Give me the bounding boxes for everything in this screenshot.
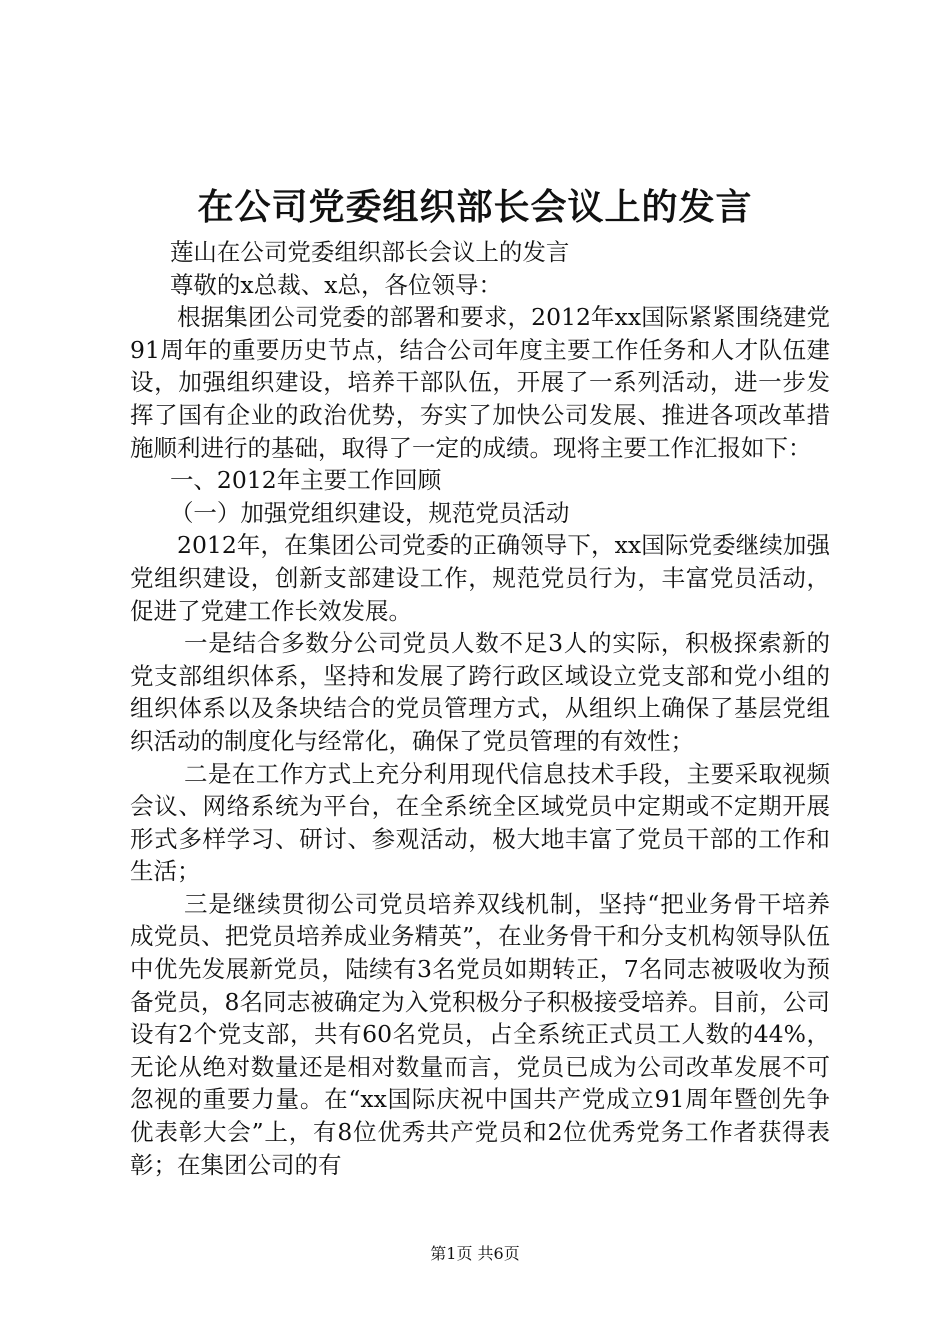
paragraph-intro: 根据集团公司党委的部署和要求，2012年xx国际紧紧围绕建党91周年的重要历史节点，结合公司年度主要工作任务和人才队伍建设，加强组织建设，培养干部队伍，开展了一系列活动，进一步发挥了国有企业的政治优势，夯实了加快公司发展、推进各项改革措施顺利进行的基础，取得了一定的成绩。现将主要工作汇报如下： — [130, 303, 830, 462]
paragraph-point-one: 一是结合多数分公司党员人数不足3人的实际，积极探索新的党支部组织体系，坚持和发展了跨行政区域设立党支部和党小组的组织体系以及条块结合的党员管理方式，从组织上确保了基层党组织活动的制度化与经常化，确保了党员管理的有效性； — [130, 629, 830, 755]
paragraph-point-two: 二是在工作方式上充分利用现代信息技术手段，主要采取视频会议、网络系统为平台，在全系统全区域党员中定期或不定期开展形式多样学习、研讨、参观活动，极大地丰富了党员干部的工作和生活； — [130, 759, 830, 886]
paragraph-salutation: 尊敬的x总裁、x总，各位领导： — [169, 270, 502, 299]
document-body — [130, 236, 830, 1181]
paragraph-subtitle: 莲山在公司党委组织部长会议上的发言 — [169, 238, 570, 266]
paragraph-point-three: 三是继续贯彻公司党员培养双线机制，坚持“把业务骨干培养成党员、把党员培养成业务精英”，在业务骨干和分支机构领导队伍中优先发展新党员，陆续有3名党员如期转正，7名同志被吸收为预备党员，8名同志被确定为入党积极分子积极接受培养。目前，公司设有2个党支部，共有60名党员，占全系统正式员工人数的44%，无论从绝对数量还是相对数量而言，党员已成为公司改革发展不可忽视的重要力量。在“xx国际庆祝中国共产党成立91周年暨创先争优表彰大会”上，有8位优秀共产党员和2位优秀党务工作者获得表彰；在集团公司的有 — [130, 889, 830, 1179]
document-title: 在公司党委组织部长会议上的发言 — [197, 186, 753, 228]
section-heading-review: 一、2012年主要工作回顾 — [169, 466, 442, 495]
paragraph-2012-summary: 2012年，在集团公司党委的正确领导下，xx国际党委继续加强党组织建设，创新支部建设工作，规范党员行为，丰富党员活动，促进了党建工作长效发展。 — [130, 531, 830, 625]
page-number-footer: 第1页 共6页 — [430, 1244, 520, 1263]
subsection-heading-party-building: （一）加强党组织建设，规范党员活动 — [169, 498, 570, 527]
